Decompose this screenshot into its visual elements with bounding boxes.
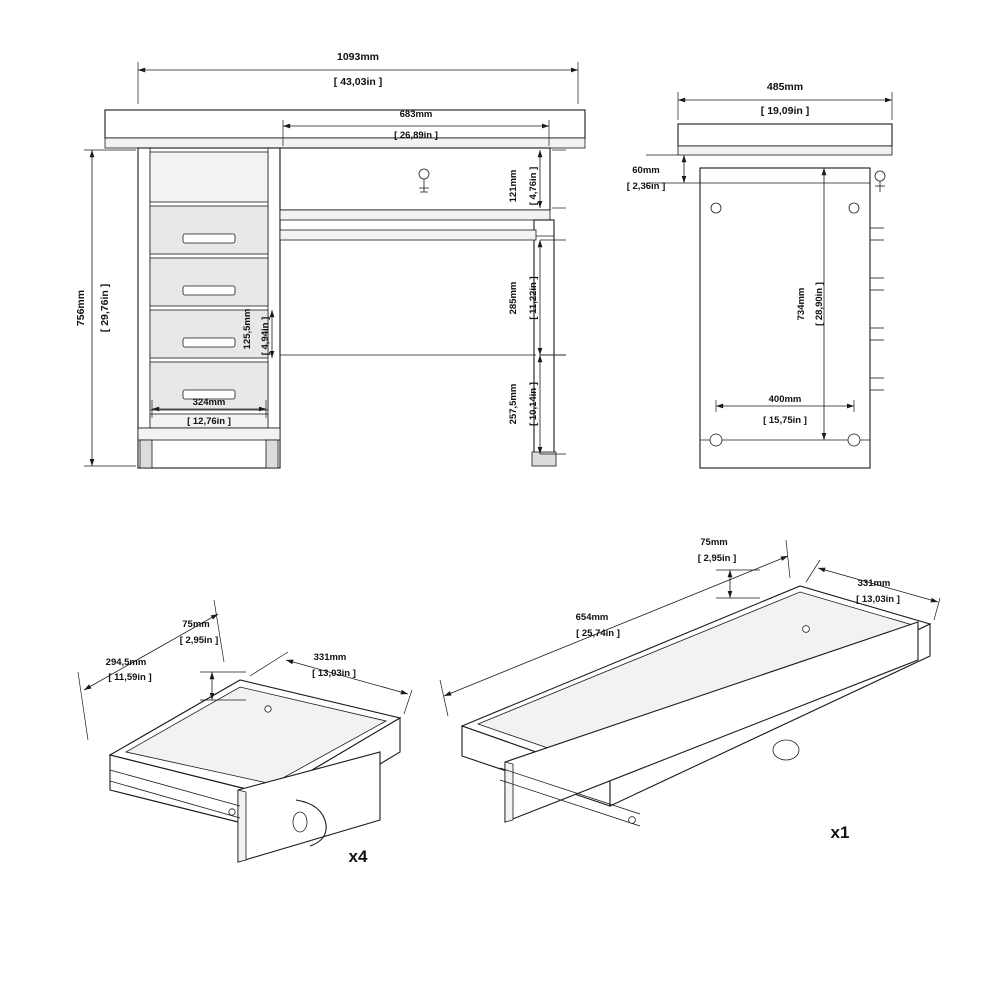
- dim-side-drawer-height-mm: 125,5mm: [242, 308, 253, 350]
- dim-carcass-height-mm: 734mm: [796, 287, 807, 321]
- dim-mid-clearance-in: [ 11,22in ]: [528, 276, 539, 320]
- dim-sd-height-mm: 75mm: [182, 619, 210, 630]
- dim-ld-width-in: [ 25,74in ]: [576, 628, 620, 639]
- dim-sd-width-mm: 331mm: [313, 652, 347, 663]
- dim-lower-clearance-in: [ 10,14in ]: [528, 382, 539, 426]
- front-elevation-group: [75, 51, 585, 468]
- dim-overall-width-mm: 1093mm: [336, 51, 380, 63]
- dim-top-offset-in-value: [ 2,36in ]: [626, 181, 666, 192]
- dim-top-drawer-width-mm: 683mm: [399, 109, 433, 120]
- dim-sd-depth-mm: 294,5mm: [105, 657, 147, 668]
- dim-mid-clearance-mm: 285mm: [508, 281, 519, 315]
- dim-top-drawer-width-in: [ 26,89in ]: [394, 130, 438, 141]
- dim-top-drawer-height-mm: 121mm: [508, 169, 519, 203]
- dim-top-offset-mm: 60mm: [632, 165, 660, 176]
- dim-overall-height-mm: 756mm: [75, 289, 87, 327]
- dim-ld-width-mm: 654mm: [575, 612, 609, 623]
- dim-panel-width-in: [ 15,75in ]: [763, 415, 807, 426]
- dim-sd-height-in: [ 2,95in ]: [179, 635, 219, 646]
- dim-ld-height-mm: 75mm: [700, 537, 728, 548]
- small-drawer-qty: x4: [348, 847, 368, 866]
- small-drawer-group: [78, 600, 412, 866]
- dim-depth-in: [ 19,09in ]: [760, 105, 810, 117]
- dim-sd-width-in: [ 13,03in ]: [312, 668, 356, 679]
- large-drawer-group: [440, 537, 940, 842]
- dim-top-drawer-height-in: [ 4,76in ]: [528, 166, 539, 206]
- dim-ld-depth-mm: 331mm: [857, 578, 891, 589]
- dim-side-drawer-width-in: [ 12,76in ]: [187, 416, 231, 427]
- dim-carcass-height-in: [ 28,90in ]: [814, 282, 825, 326]
- dim-side-drawer-height-in: [ 4,94in ]: [260, 316, 271, 356]
- dim-overall-width-in: [ 43,03in ]: [333, 76, 383, 88]
- large-drawer-qty: x1: [830, 823, 850, 842]
- dim-side-drawer-width-mm: 324mm: [192, 397, 226, 408]
- dim-ld-height-in-value: [ 2,95in ]: [697, 553, 737, 564]
- dim-sd-depth-in: [ 11,59in ]: [108, 672, 152, 683]
- side-elevation-group: [627, 81, 892, 468]
- dim-lower-clearance-mm: 257,5mm: [508, 383, 519, 425]
- dim-overall-height-in: [ 29,76in ]: [99, 283, 111, 333]
- dim-depth-mm: 485mm: [766, 81, 804, 93]
- dim-panel-width-mm: 400mm: [768, 394, 802, 405]
- dim-ld-depth-in: [ 13,03in ]: [856, 594, 900, 605]
